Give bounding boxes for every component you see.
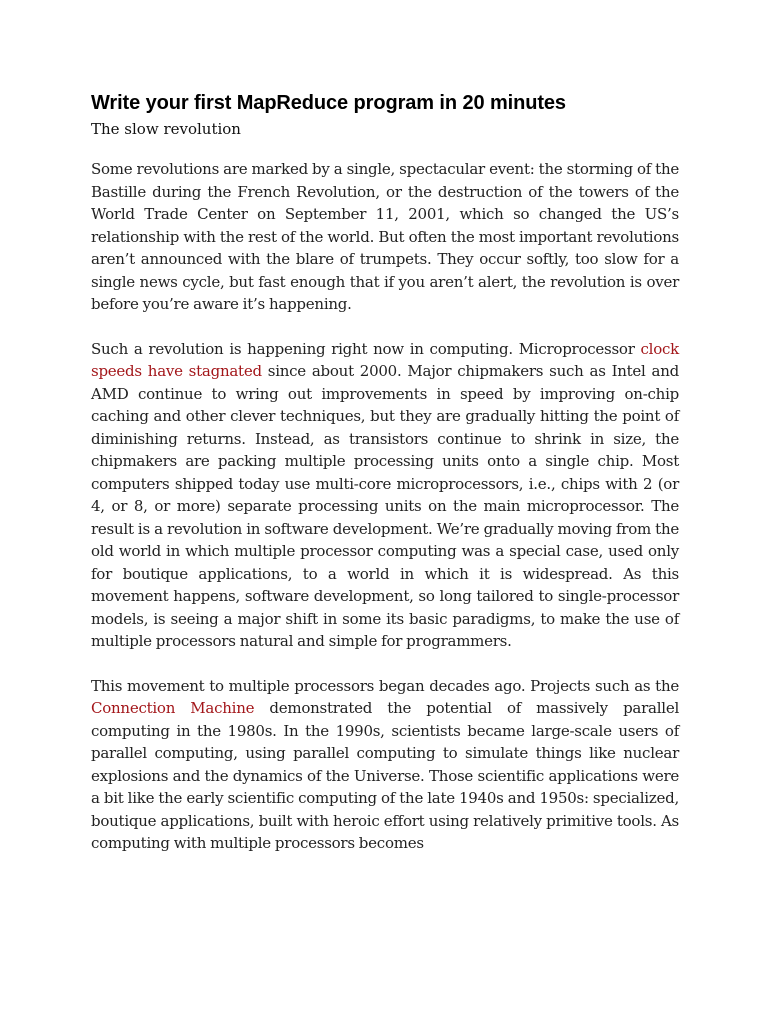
document-page xyxy=(91,90,679,855)
paragraph-3-text-after: demonstrated the potential of massively parallel computing in the 1980s. In the 1990s, scientists became large-scale users of parallel computing, using parallel computing to simulate things like nuclear explosions and the dynamics of the Universe. Those scientific applications were a bit like the early scientific computing of the late 1940s and 1950s: specialized, boutique applications, built with heroic effort using relatively primitive tools. As computing with multiple processors becomes xyxy=(91,699,679,852)
clock-speeds-link[interactable]: clock speeds have stagnated xyxy=(91,339,679,380)
paragraph-2 xyxy=(91,338,679,653)
connection-machine-link[interactable]: Connection Machine xyxy=(91,699,255,717)
paragraph-1: Some revolutions are marked by a single, spectacular event: the storming of the Bastille during the French Revolution, or the destruction of the towers of the World Trade Center on September 11, 2001, which so changed the US’s relationship with the rest of the world. But often the most important revolutions aren’t announced with the blare of trumpets. They occur softly, too slow for a single news cycle, but fast enough that if you aren’t alert, the revolution is over before you’re aware it’s happening. xyxy=(91,160,679,313)
page-title: Write your first MapReduce program in 20 minutes xyxy=(91,92,566,114)
paragraph-2-text-after: since about 2000. Major chipmakers such as Intel and AMD continue to wring out improvements in speed by improving on-chip caching and other clever techniques, but they are gradually hitting the point of diminishing returns. Instead, as transistors continue to shrink in size, the chipmakers are packing multiple processing units onto a single chip. Most computers shipped today use multi-core microprocessors, i.e., chips with 2 (or 4, or 8, or more) separate processing units on the main microprocessor. The result is a revolution in software development. We’re gradually moving from the old world in which multiple processor computing was a special case, used only for boutique applications, to a world in which it is widespread. As this movement happens, software development, so long tailored to single-processor models, is seeing a major shift in some its basic paradigms, to make the use of multiple processors natural and simple for programmers. xyxy=(91,362,679,650)
section-subtitle: The slow revolution xyxy=(91,120,241,138)
paragraph-3 xyxy=(91,675,679,855)
paragraph-2-text-before: Such a revolution is happening right now in computing. Microprocessor xyxy=(91,339,641,358)
paragraph-3-text-before: This movement to multiple processors began decades ago. Projects such as the xyxy=(91,676,679,695)
